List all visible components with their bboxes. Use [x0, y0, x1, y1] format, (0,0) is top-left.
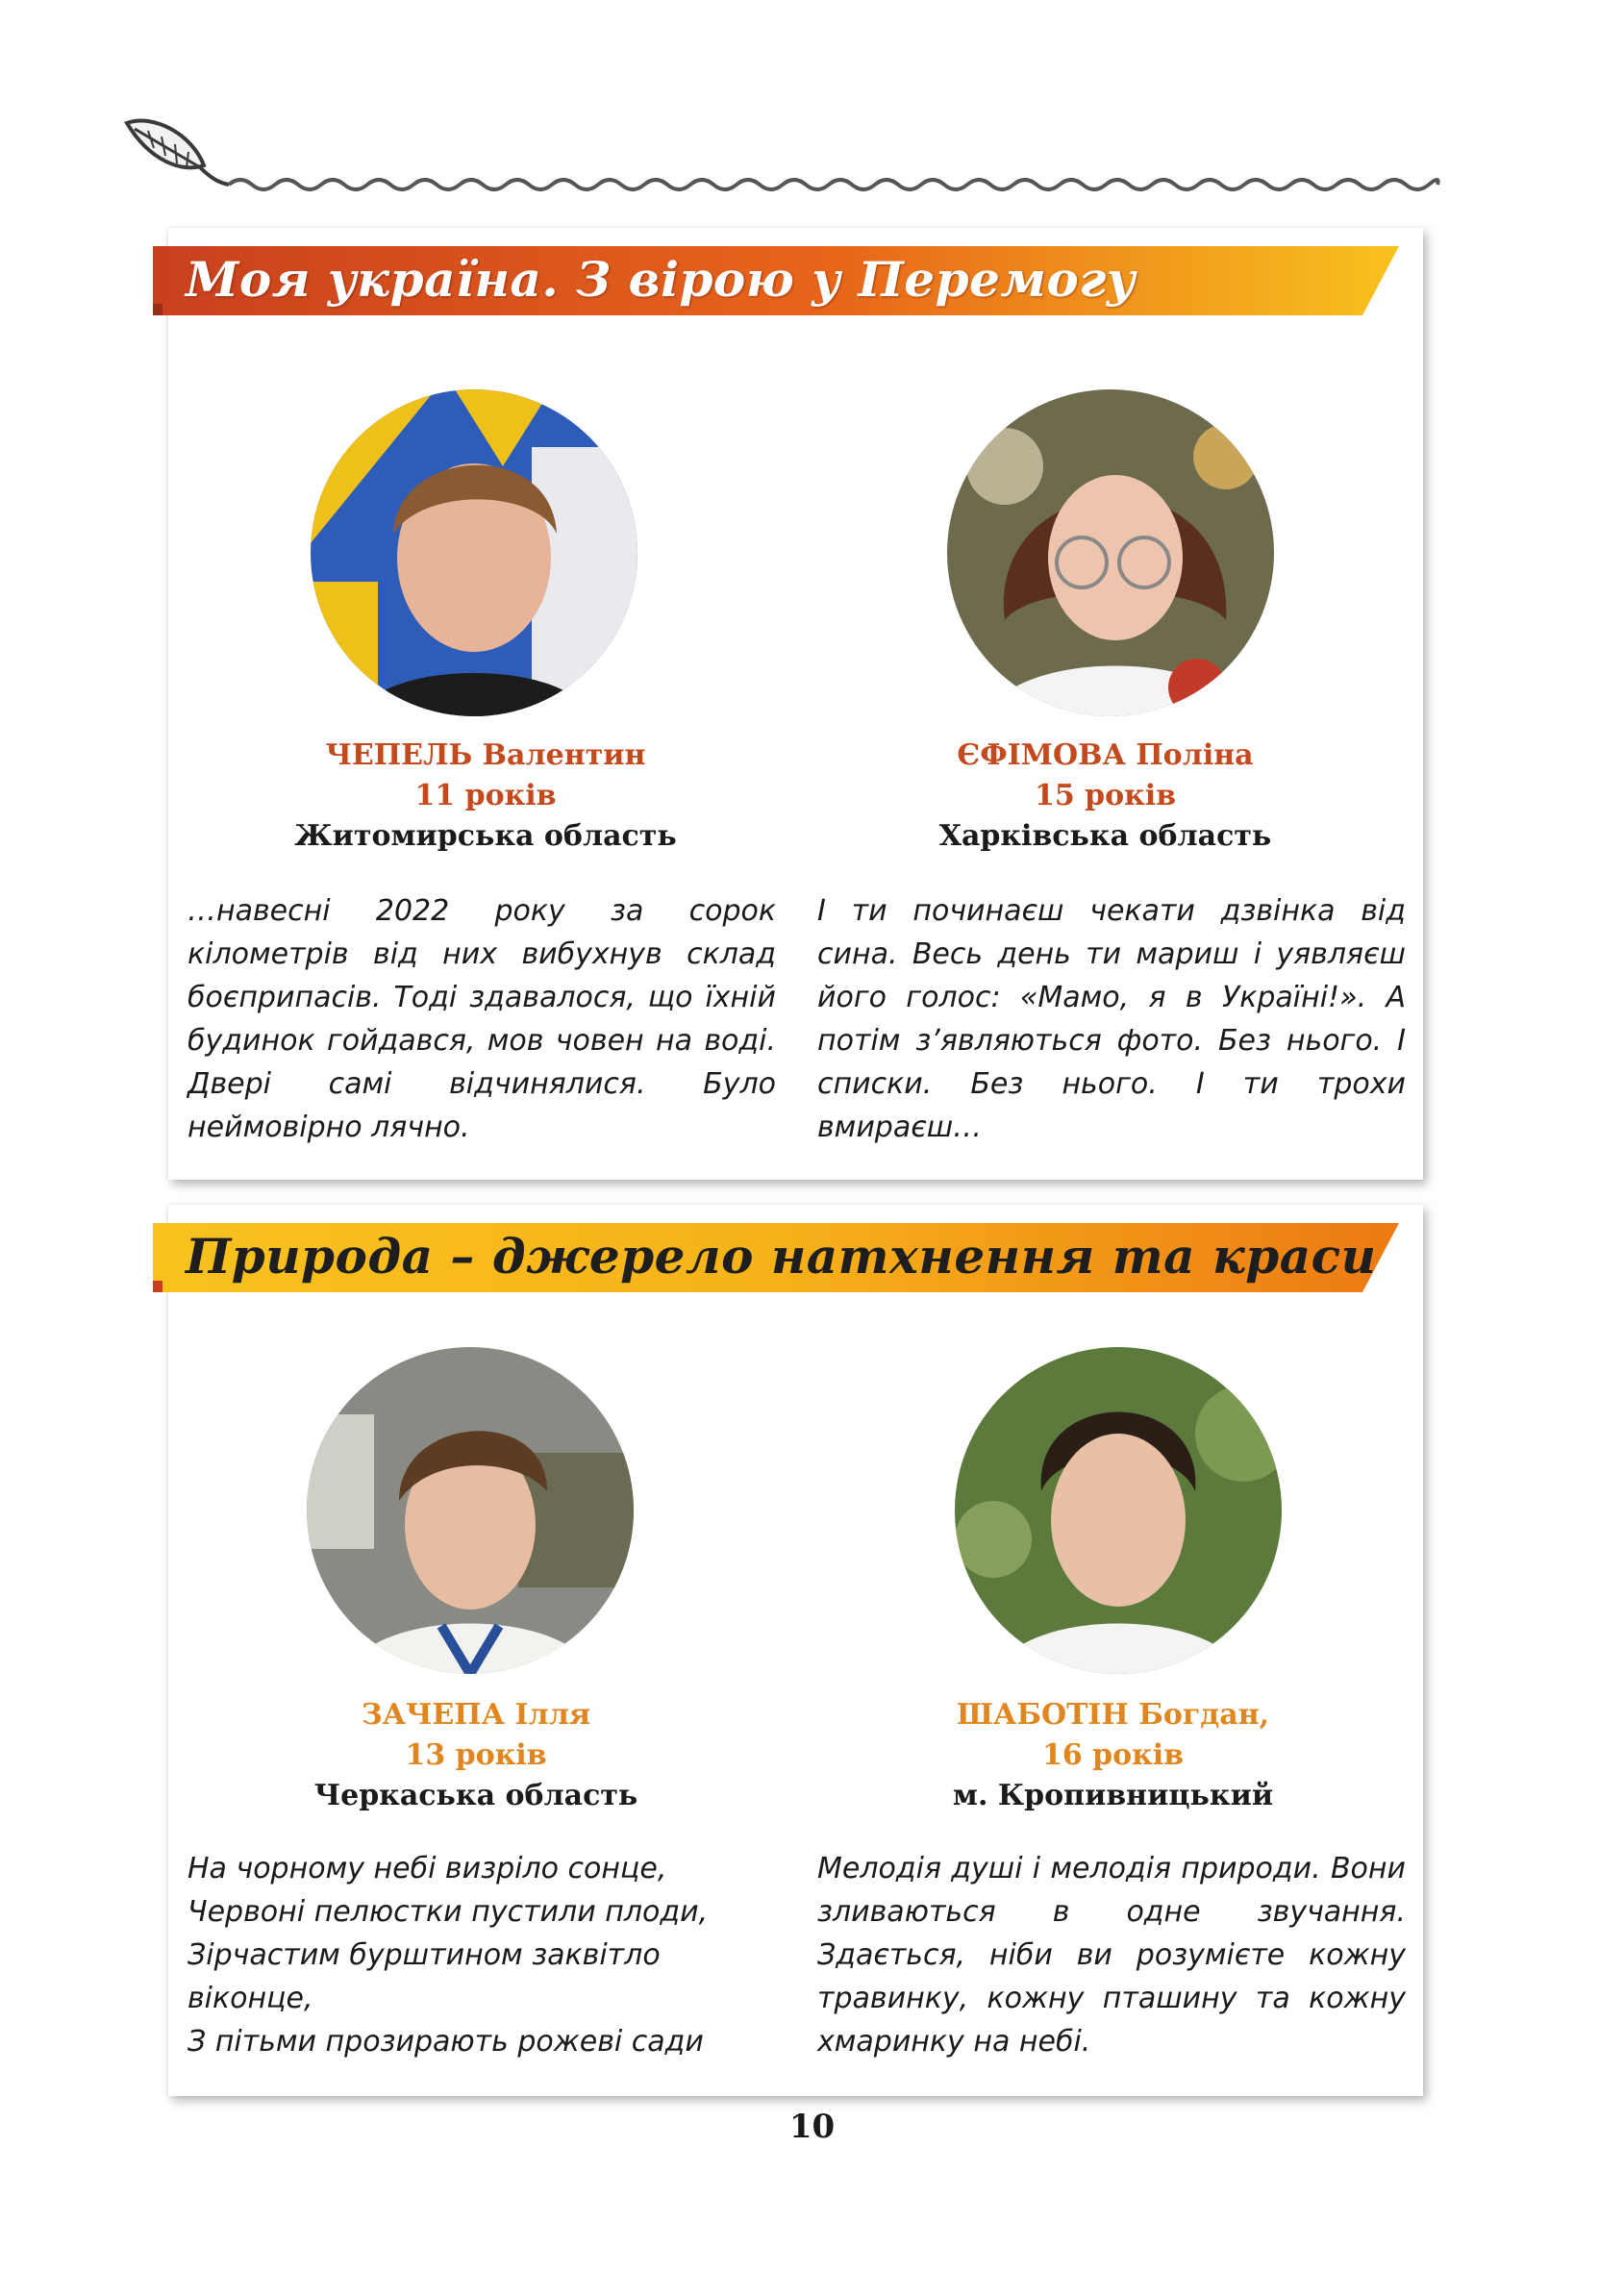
- profile-meta: [159, 1695, 793, 1816]
- profile-excerpt: І ти починаєш чекати дзвінка від сина. Весь день ти мариш і уявляєш його голос: «Мамо, я в Україні!». А потім з’являються фото. Без нього. І списки. Без нього. І ти трохи вмираєш…: [817, 894, 1406, 1144]
- top-decoration: [115, 106, 1442, 202]
- profile-age: 15 років: [1034, 779, 1177, 812]
- profile-region: Харківська область: [938, 819, 1272, 853]
- wavy-divider: [229, 180, 1438, 189]
- profile-meta: [803, 1695, 1423, 1816]
- portrait-photo: [311, 389, 637, 716]
- profile-excerpt: Мелодія душі і мелодія природи. Вони зливаються в одне звучання. Здається, ніби ви розумієте кожну травинку, кожну пташину та кожну хмаринку на небі.: [817, 1852, 1406, 2059]
- profile-name: ЧЕПЕЛЬ Валентин: [325, 738, 646, 772]
- profile-meta: [168, 736, 803, 857]
- profile-meta: [795, 736, 1415, 857]
- portrait-photo: [947, 389, 1274, 716]
- profile-age: 13 років: [405, 1738, 547, 1772]
- profile-age: 16 років: [1041, 1738, 1185, 1772]
- profile-excerpt: …навесні 2022 року за сорок кілометрів від них вибухнув склад боєприпасів. Тоді здавалося, що їхній будинок гойдався, мов човен на воді. Двері самі відчинялися. Було неймовірно лячно.: [187, 894, 776, 1144]
- section-banner: [153, 1223, 1399, 1292]
- profile-name: ШАБОТІН Богдан,: [956, 1698, 1270, 1732]
- poem-line: Зірчастим бурштином заквітло: [187, 1938, 661, 1972]
- poem-line: На чорному небі визріло сонце,: [187, 1852, 667, 1885]
- section-title: Моя україна. З вірою у Перемогу: [186, 251, 1137, 308]
- section-banner: [153, 246, 1399, 315]
- profile-region: м. Кропивницький: [952, 1779, 1274, 1812]
- profile-name: ЗАЧЕПА Ілля: [361, 1698, 591, 1732]
- feather-icon: [127, 121, 229, 185]
- portrait-photo: [307, 1347, 634, 1674]
- section-card: [168, 1205, 1423, 2096]
- section-card: [168, 228, 1423, 1180]
- profile-name: ЄФІМОВА Поліна: [957, 738, 1254, 772]
- poem-line: Червоні пелюстки пустили плоди,: [187, 1895, 709, 1929]
- profile-region: Житомирська область: [294, 819, 677, 853]
- poem-line: З пітьми прозирають рожеві сади: [187, 2025, 704, 2059]
- poem-line: віконце,: [187, 1982, 313, 2015]
- profile-age: 11 років: [414, 779, 557, 812]
- portrait-photo: [955, 1347, 1282, 1674]
- profile-region: Черкаська область: [313, 1779, 638, 1812]
- section-title: Природа – джерело натхнення та краси: [186, 1228, 1377, 1285]
- page-number: 10: [788, 2108, 836, 2146]
- poem: [187, 1847, 776, 2063]
